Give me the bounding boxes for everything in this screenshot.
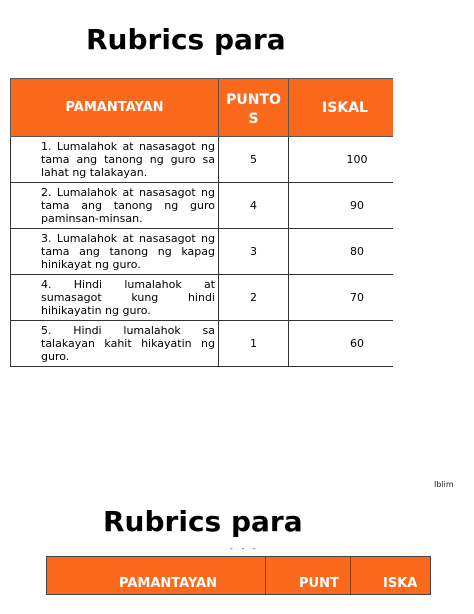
decorative-marks: - - - — [230, 544, 259, 553]
rubric-table — [10, 78, 393, 367]
table-row — [11, 183, 394, 229]
table-row — [11, 137, 394, 183]
criterion-cell: 3. Lumalahok at nasasagot ng tama ang tanong ng kapag hinikayat ng guro. — [11, 229, 219, 275]
criterion-cell: 5. Hindi lumalahok sa talakayan kahit hikayatin ng guro. — [11, 321, 219, 367]
scale-cell: 80 — [289, 229, 394, 275]
table-header-row — [11, 79, 394, 137]
column-divider — [350, 557, 351, 594]
criterion-cell: 4. Hindi lumalahok at sumasagot kung hindi hihikayatin ng guro. — [11, 275, 219, 321]
criterion-cell: 2. Lumalahok at nasasagot ng tama ang tanong ng guro paminsan-minsan. — [11, 183, 219, 229]
column-header-puntos: PUNT — [299, 576, 339, 591]
column-divider — [265, 557, 266, 594]
table-row — [11, 275, 394, 321]
scale-cell: 90 — [289, 183, 394, 229]
points-cell: 5 — [219, 137, 289, 183]
rubric-table-header — [46, 556, 431, 595]
points-cell: 4 — [219, 183, 289, 229]
column-header-pamantayan: PAMANTAYAN — [119, 576, 218, 591]
column-header-iskala: ISKA — [383, 576, 418, 591]
table-row — [11, 321, 394, 367]
column-header-iskala: ISKAL — [289, 79, 394, 137]
points-cell: 2 — [219, 275, 289, 321]
footer-fragment: Iblim — [434, 480, 454, 489]
scale-cell: 60 — [289, 321, 394, 367]
points-cell: 1 — [219, 321, 289, 367]
points-cell: 3 — [219, 229, 289, 275]
column-header-puntos-line2: S — [248, 110, 259, 127]
page-title: Rubrics para — [103, 505, 303, 538]
criterion-cell: 1. Lumalahok at nasasagot ng tama ang tanong ng guro sa lahat ng talakayan. — [11, 137, 219, 183]
column-header-puntos — [219, 79, 289, 137]
page-title: Rubrics para — [86, 23, 286, 56]
scale-cell: 70 — [289, 275, 394, 321]
scale-cell: 100 — [289, 137, 394, 183]
table-row — [11, 229, 394, 275]
column-header-pamantayan: PAMANTAYAN — [11, 79, 219, 137]
column-header-puntos-line1: PUNTO — [226, 91, 281, 108]
